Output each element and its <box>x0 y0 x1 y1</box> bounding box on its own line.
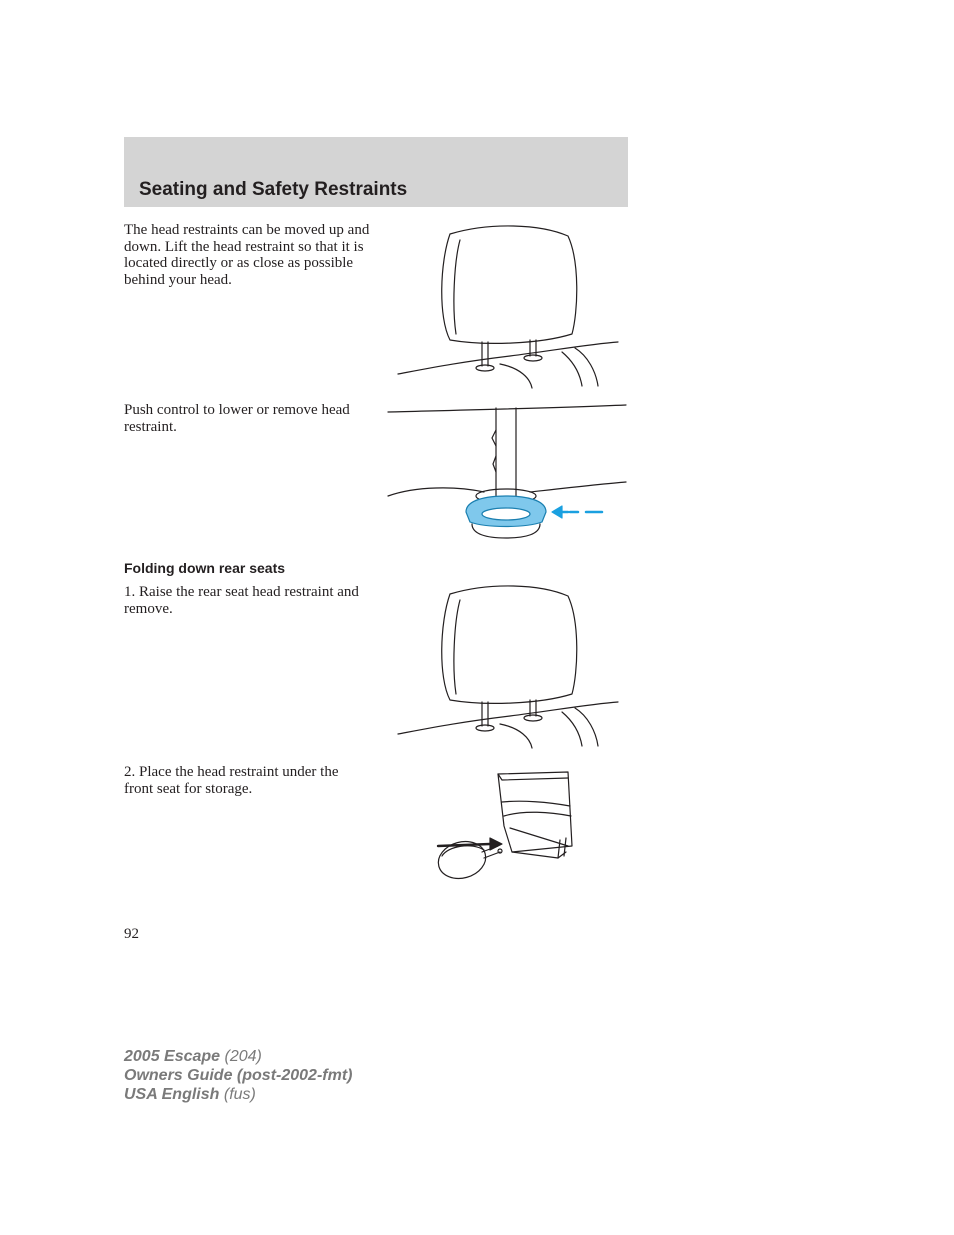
paragraph-adjust-restraint: The head restraints can be moved up and down. Lift the head restraint so that it is located directly or as close as possible behind your head. <box>124 222 370 288</box>
paragraph-step-1: 1. Raise the rear seat head restraint and remove. <box>124 584 359 617</box>
paragraph-push-control: Push control to lower or remove head restraint. <box>124 402 350 435</box>
page-number: 92 <box>124 926 139 942</box>
subheading-folding-rear-seats: Folding down rear seats <box>124 560 286 576</box>
rear-head-restraint-illustration <box>390 582 630 750</box>
head-restraint-raised-illustration <box>390 222 630 390</box>
footer-line-1: 2005 Escape (204) <box>124 1048 262 1065</box>
footer-line-2: Owners Guide (post-2002-fmt) <box>124 1067 353 1084</box>
push-control-illustration <box>386 400 630 542</box>
footer-line-3: USA English (fus) <box>124 1086 256 1103</box>
footer-document-info <box>124 1047 352 1104</box>
section-header-band <box>124 137 628 207</box>
restraint-storage-illustration <box>432 766 578 886</box>
paragraph-step-2: 2. Place the head restraint under the front seat for storage. <box>124 764 339 797</box>
section-title: Seating and Safety Restraints <box>139 179 408 200</box>
